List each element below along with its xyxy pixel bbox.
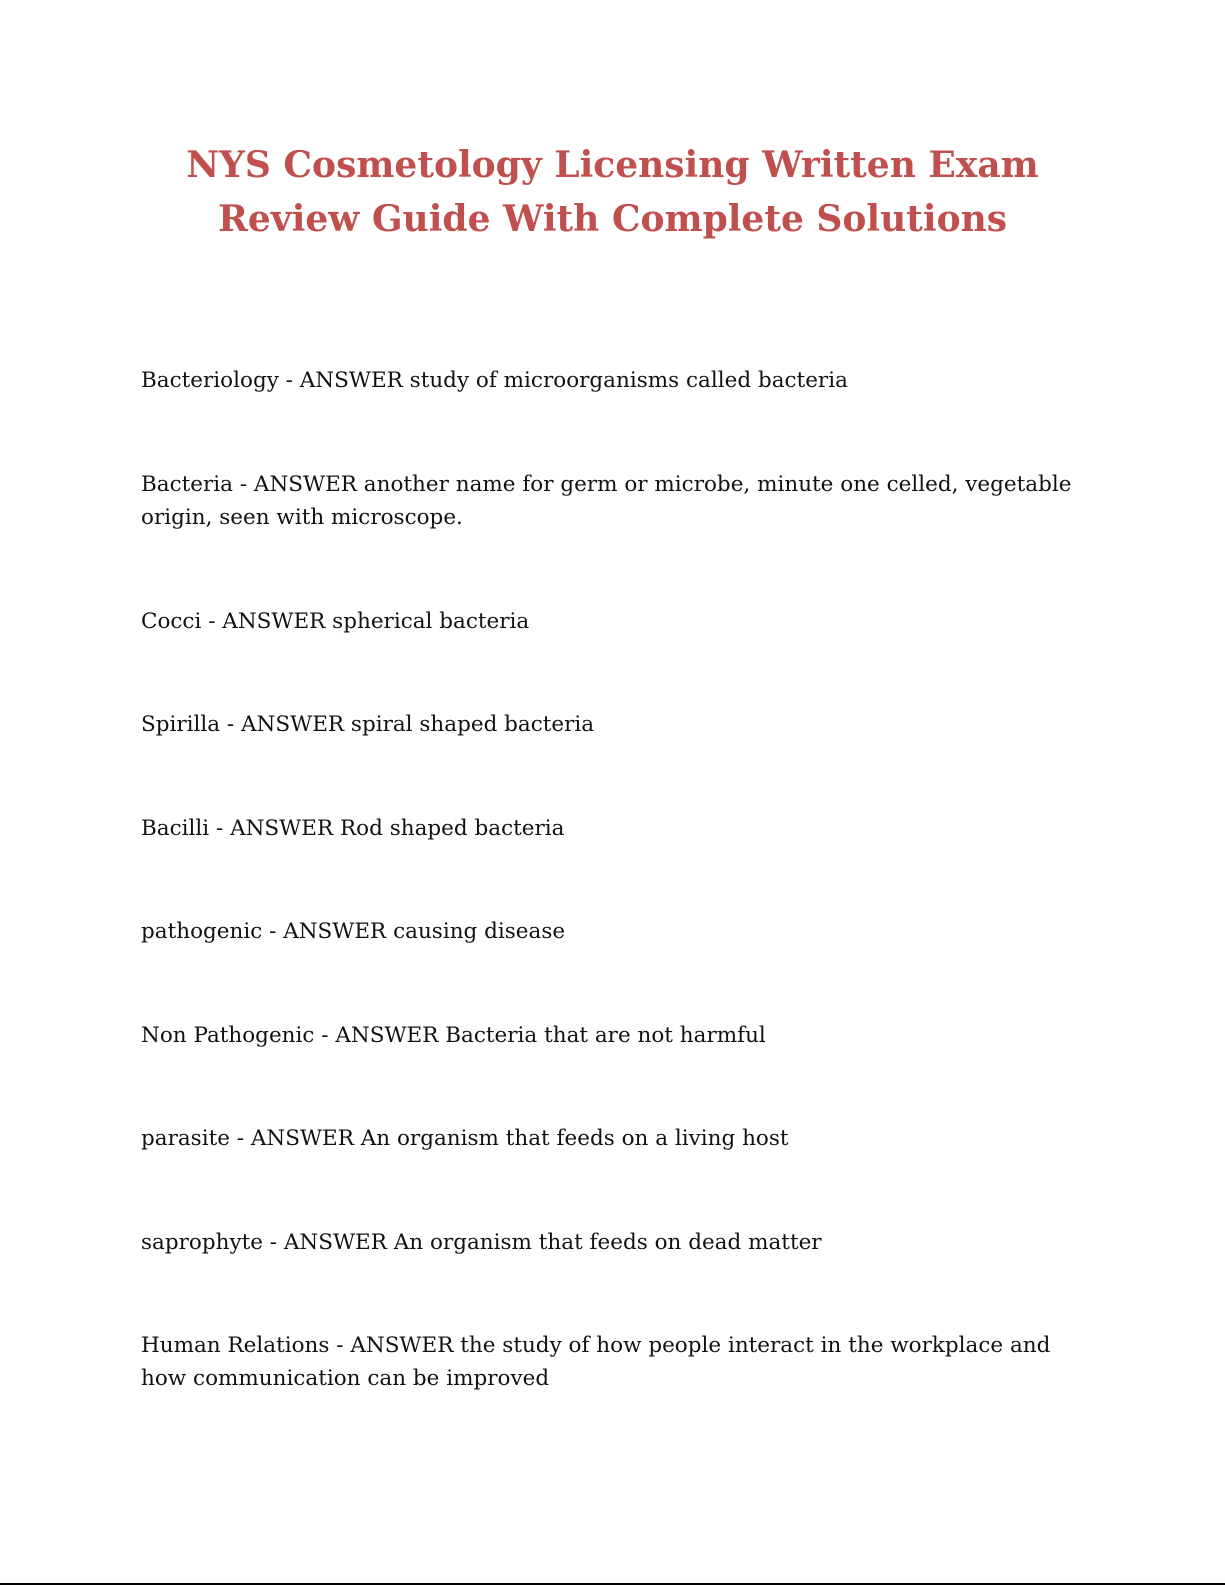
qa-list — [141, 364, 1081, 1395]
document-title — [0, 138, 1225, 246]
title-line-1: NYS Cosmetology Licensing Written Exam — [186, 144, 1039, 186]
qa-entry-saprophyte: saprophyte - ANSWER An organism that feeds on dead matter — [141, 1230, 822, 1255]
qa-entry-cocci: Cocci - ANSWER spherical bacteria — [141, 609, 530, 634]
qa-entry-bacilli: Bacilli - ANSWER Rod shaped bacteria — [141, 816, 565, 841]
qa-entry-human-relations: Human Relations - ANSWER the study of how people interact in the workplace and how communication can be improved — [141, 1333, 1051, 1391]
qa-entry-bacteria: Bacteria - ANSWER another name for germ or microbe, minute one celled, vegetable origin, seen with microscope. — [141, 472, 1072, 530]
qa-entry-parasite: parasite - ANSWER An organism that feeds on a living host — [141, 1126, 789, 1151]
qa-entry-pathogenic: pathogenic - ANSWER causing disease — [141, 919, 566, 944]
qa-entry-bacteriology: Bacteriology - ANSWER study of microorganisms called bacteria — [141, 368, 848, 393]
qa-entry-non-pathogenic: Non Pathogenic - ANSWER Bacteria that are not harmful — [141, 1023, 766, 1048]
qa-entry-spirilla: Spirilla - ANSWER spiral shaped bacteria — [141, 712, 595, 737]
title-line-2: Review Guide With Complete Solutions — [217, 198, 1008, 240]
